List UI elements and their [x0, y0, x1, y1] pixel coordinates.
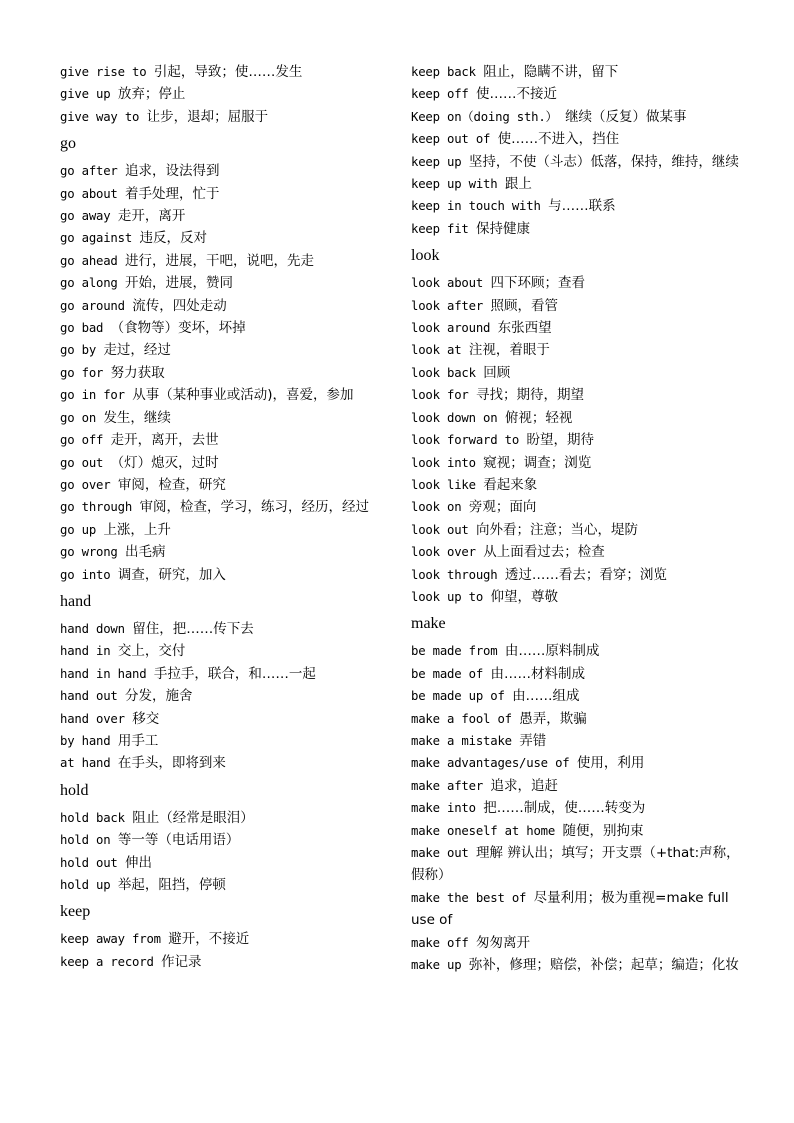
phrase-meaning: 举起，阻挡，停顿 — [117, 877, 226, 893]
phrase-english: give up — [60, 87, 111, 102]
phrase-entry — [60, 663, 390, 685]
phrase-entry — [60, 807, 390, 829]
phrase-entry — [411, 106, 741, 128]
phrase-entry — [60, 752, 390, 774]
phrase-entry — [411, 842, 741, 887]
phrase-english: hold out — [60, 855, 118, 870]
phrase-meaning: 透过……看去；看穿；浏览 — [504, 566, 667, 583]
phrase-english: go after — [60, 164, 118, 179]
phrase-meaning: 保持健康 — [476, 220, 531, 237]
phrase-entry — [411, 317, 741, 339]
phrase-meaning: 坚持，不使（斗志）低落，保持，维持，继续 — [468, 153, 739, 170]
phrase-english: keep up with — [411, 177, 498, 192]
phrase-meaning: 弥补，修理；赔偿，补偿；起草；编造；化妆 — [468, 957, 739, 974]
phrase-entry — [411, 954, 741, 976]
phrase-entry — [411, 685, 741, 707]
phrase-english: go in for — [60, 388, 125, 403]
phrase-english: be made from — [411, 644, 498, 659]
phrase-meaning: 等一等（电话用语） — [117, 832, 240, 849]
phrase-english: give way to — [60, 109, 140, 124]
phrase-meaning: 寻找；期待，期望 — [476, 387, 585, 404]
phrase-meaning: 盼望，期待 — [526, 432, 594, 449]
phrase-english: look out — [411, 522, 469, 537]
phrase-english: look over — [411, 545, 476, 560]
phrase-english: be made up of — [411, 689, 505, 704]
phrase-entry — [60, 83, 390, 105]
phrase-english: at hand — [60, 756, 111, 771]
phrase-english: go around — [60, 298, 125, 313]
phrase-english: go about — [60, 186, 118, 201]
phrase-english: go through — [60, 500, 133, 515]
phrase-english: keep away from — [60, 932, 161, 947]
section-heading: hold — [60, 781, 89, 799]
phrase-meaning: 窥视；调查；浏览 — [483, 454, 592, 471]
phrase-entry — [60, 452, 390, 474]
phrase-english: go bad — [60, 321, 104, 336]
phrase-english: look like — [411, 477, 476, 492]
phrase-entry — [60, 708, 390, 730]
phrase-meaning: 弄错 — [519, 732, 547, 749]
phrase-entry — [411, 708, 741, 730]
phrase-entry — [60, 106, 390, 128]
section-heading: go — [60, 135, 76, 153]
phrase-english: hand down — [60, 621, 125, 636]
phrase-entry — [60, 407, 390, 429]
phrase-entry — [411, 452, 741, 474]
phrase-english: go into — [60, 567, 111, 582]
phrase-meaning: 分发，施舍 — [125, 688, 193, 705]
phrase-meaning: 在手头，即将到来 — [117, 755, 226, 772]
phrase-entry — [60, 429, 390, 451]
phrase-entry — [411, 173, 741, 195]
phrase-entry — [411, 218, 741, 240]
phrase-entry — [411, 586, 741, 608]
phrase-meaning: 进行，进展，干吧，说吧，先走 — [125, 252, 315, 269]
section-continued — [60, 61, 390, 128]
phrase-meaning: 移交 — [132, 710, 160, 727]
phrase-meaning: 由……材料制成 — [490, 665, 585, 682]
section-hold — [60, 781, 390, 897]
phrase-meaning: 看起来象 — [483, 476, 538, 493]
phrase-entry — [60, 730, 390, 752]
phrase-meaning: 照顾，看管 — [490, 297, 558, 314]
phrase-entry — [411, 295, 741, 317]
phrase-meaning: 引起，导致；使……发生 — [153, 64, 303, 80]
phrase-english: make the best of — [411, 890, 527, 905]
phrase-english: look for — [411, 388, 469, 403]
phrase-entry — [411, 362, 741, 384]
phrase-entry — [411, 640, 741, 662]
phrase-english: keep in touch with — [411, 199, 541, 214]
phrase-entry — [411, 752, 741, 774]
phrase-english: make out — [411, 846, 469, 860]
section-make — [411, 614, 741, 976]
phrase-entry — [60, 272, 390, 294]
phrase-english: look forward to — [411, 433, 520, 448]
phrase-meaning: 向外看；注意；当心，堤防 — [476, 521, 639, 538]
phrase-meaning: 注视，着眼于 — [468, 342, 550, 359]
phrase-entry — [60, 852, 390, 874]
phrase-meaning: 与……联系 — [548, 198, 616, 215]
phrase-meaning: 愚弄，欺骗 — [519, 710, 587, 727]
phrase-entry — [60, 317, 390, 339]
phrase-entry — [411, 730, 741, 752]
phrase-meaning: 由……原料制成 — [504, 643, 600, 660]
phrase-entry — [411, 932, 741, 954]
phrase-english: keep fit — [411, 221, 469, 236]
phrase-meaning: 跟上 — [504, 176, 532, 193]
phrase-meaning: 审阅，检查，学习，练习，经历，经过 — [139, 499, 369, 516]
phrase-english: hold up — [60, 878, 111, 892]
section-continued — [411, 61, 741, 240]
phrase-entry — [60, 384, 390, 406]
phrase-english: keep off — [411, 87, 469, 102]
phrase-english: hand in hand — [60, 666, 147, 681]
phrase-english: go along — [60, 276, 118, 291]
phrase-english: make up — [411, 958, 462, 973]
phrase-meaning: 追求，追赶 — [490, 777, 558, 794]
phrase-meaning: 发生，继续 — [103, 409, 171, 426]
phrase-meaning: 上涨，上升 — [103, 521, 171, 538]
phrase-entry — [60, 541, 390, 563]
phrase-entry — [60, 227, 390, 249]
phrase-meaning: 走开，离开，去世 — [110, 432, 219, 449]
phrase-english: go wrong — [60, 545, 118, 560]
phrase-english: go away — [60, 209, 111, 224]
phrase-entry — [60, 250, 390, 272]
section-heading: hand — [60, 592, 92, 610]
phrase-meaning: 匆匆离开 — [476, 934, 531, 951]
phrase-english: look down on — [411, 410, 498, 425]
phrase-entry — [411, 83, 741, 105]
phrase-entry — [60, 183, 390, 205]
phrase-english: Keep on（doing sth.） — [411, 109, 558, 124]
phrase-entry — [60, 928, 390, 950]
phrase-english: go up — [60, 522, 97, 537]
phrase-english: look about — [411, 276, 484, 291]
phrase-meaning: 俯视；轻视 — [504, 409, 573, 426]
phrase-english: by hand — [60, 733, 111, 748]
section-heading: look — [411, 247, 440, 265]
phrase-meaning: 着手处理，忙于 — [125, 185, 220, 202]
phrase-english: hand out — [60, 689, 118, 704]
phrase-english: make into — [411, 801, 476, 816]
phrase-meaning: 用手工 — [117, 732, 159, 749]
phrase-meaning: 交上，交付 — [117, 643, 186, 660]
phrase-meaning: 出毛病 — [125, 544, 166, 561]
phrase-english: make a fool of — [411, 711, 512, 726]
phrase-entry — [411, 663, 741, 685]
phrase-entry — [60, 640, 390, 662]
phrase-entry — [60, 874, 390, 896]
phrase-meaning: 随便，别拘束 — [562, 822, 644, 839]
phrase-english: keep up — [411, 154, 462, 169]
phrase-english: hand over — [60, 711, 125, 726]
phrase-english: keep back — [411, 65, 476, 79]
phrase-entry — [60, 829, 390, 851]
phrase-english: go ahead — [60, 253, 118, 268]
phrase-meaning: （食物等）变坏，坏掉 — [110, 320, 246, 337]
phrase-english: look after — [411, 298, 484, 313]
phrase-meaning: 追求，设法得到 — [125, 163, 220, 180]
phrase-entry — [411, 61, 741, 83]
phrase-meaning: 阻止（经常是眼泪） — [132, 809, 254, 826]
phrase-english: keep a record — [60, 954, 154, 969]
phrase-english: look on — [411, 500, 462, 515]
phrase-entry — [60, 496, 390, 518]
phrase-entry — [411, 272, 741, 294]
phrase-meaning: 违反，反对 — [139, 230, 207, 247]
phrase-entry — [411, 429, 741, 451]
phrase-meaning: 阻止，隐瞒不讲，留下 — [483, 64, 619, 80]
phrase-english: keep out of — [411, 132, 491, 147]
phrase-entry — [411, 407, 741, 429]
section-keep — [60, 902, 390, 973]
phrase-meaning: 从上面看过去；检查 — [483, 544, 605, 561]
phrase-entry — [411, 151, 741, 173]
phrase-meaning: 流传，四处走动 — [132, 297, 227, 314]
phrase-meaning: 努力获取 — [110, 364, 165, 381]
phrase-meaning: 让步，退却；屈服于 — [146, 108, 269, 125]
phrase-entry — [411, 564, 741, 586]
phrase-meaning: 避开，不接近 — [168, 931, 250, 948]
phrase-english: look at — [411, 343, 462, 358]
phrase-meaning: 放弃；停止 — [117, 86, 186, 103]
phrase-entry — [411, 474, 741, 496]
phrase-english: look around — [411, 321, 491, 336]
section-hand — [60, 592, 390, 775]
phrase-meaning: 调查，研究，加入 — [117, 566, 226, 583]
phrase-meaning: 回顾 — [483, 364, 511, 381]
phrase-entry — [60, 519, 390, 541]
phrase-entry — [411, 797, 741, 819]
phrase-meaning: 从事（某种事业或活动)，喜爱，参加 — [132, 387, 354, 404]
phrase-entry — [60, 564, 390, 586]
phrase-english: look up to — [411, 589, 484, 604]
phrase-meaning: 使……不接近 — [476, 86, 558, 103]
phrase-entry — [60, 951, 390, 973]
phrase-english: go out — [60, 455, 104, 470]
phrase-entry — [411, 339, 741, 361]
phrase-english: go off — [60, 433, 104, 448]
phrase-english: make oneself at home — [411, 823, 556, 838]
phrase-meaning: 仰望，尊敬 — [490, 588, 558, 605]
section-look — [411, 246, 741, 608]
phrase-entry — [411, 195, 741, 217]
section-heading: make — [411, 615, 446, 633]
phrase-english: make a mistake — [411, 733, 512, 748]
phrase-entry — [411, 820, 741, 842]
phrase-english: go over — [60, 477, 111, 492]
phrase-meaning: 继续（反复）做某事 — [565, 108, 687, 125]
phrase-meaning: 开始，进展，赞同 — [125, 275, 234, 292]
phrase-meaning: 走过，经过 — [103, 342, 171, 359]
phrase-entry — [60, 362, 390, 384]
phrase-meaning: 伸出 — [125, 854, 153, 871]
phrase-entry — [60, 685, 390, 707]
phrase-entry — [411, 775, 741, 797]
right-column — [411, 61, 741, 976]
phrase-meaning: 手拉手，联合，和……一起 — [153, 665, 316, 682]
phrase-entry — [411, 887, 741, 932]
phrase-english: look into — [411, 455, 476, 470]
phrase-english: make after — [411, 778, 484, 793]
phrase-meaning: 四下环顾；查看 — [490, 275, 585, 292]
phrase-entry — [60, 618, 390, 640]
phrase-english: give rise to — [60, 65, 147, 79]
phrase-meaning: （灯）熄灭，过时 — [110, 454, 219, 471]
phrase-entry — [411, 384, 741, 406]
phrase-entry — [60, 205, 390, 227]
phrase-english: go for — [60, 365, 104, 380]
phrase-english: make advantages/use of — [411, 756, 570, 771]
phrase-meaning: 理解 辨认出；填写；开支票（+that:声称，假称） — [411, 845, 740, 884]
phrase-entry — [60, 295, 390, 317]
phrase-entry — [60, 474, 390, 496]
phrase-meaning: 旁观；面向 — [468, 499, 537, 516]
phrase-meaning: 使……不进入，挡住 — [497, 131, 620, 148]
phrase-meaning: 把……制成，使……转变为 — [483, 800, 646, 817]
phrase-meaning: 尽量利用；极为重视=make full use of — [411, 889, 729, 929]
phrase-english: go against — [60, 231, 133, 246]
phrase-english: hand in — [60, 644, 111, 659]
phrase-meaning: 走开，离开 — [117, 208, 186, 225]
phrase-meaning: 审阅，检查，研究 — [117, 476, 226, 493]
phrase-entry — [60, 61, 390, 83]
phrase-meaning: 由……组成 — [512, 688, 580, 705]
phrase-english: be made of — [411, 666, 484, 681]
left-column — [60, 61, 390, 973]
phrase-entry — [411, 128, 741, 150]
phrase-english: go by — [60, 343, 97, 358]
phrase-meaning: 使用，利用 — [576, 755, 645, 772]
phrase-english: look back — [411, 365, 476, 380]
phrase-meaning: 留住，把……传下去 — [132, 620, 254, 637]
phrase-english: make off — [411, 935, 469, 950]
section-go — [60, 134, 390, 586]
phrase-english: look through — [411, 567, 498, 582]
section-heading: keep — [60, 903, 91, 921]
phrase-english: go on — [60, 410, 97, 425]
phrase-meaning: 作记录 — [161, 953, 202, 970]
phrase-entry — [411, 496, 741, 518]
phrase-english: hold on — [60, 833, 111, 848]
phrase-entry — [411, 519, 741, 541]
phrase-entry — [411, 541, 741, 563]
phrase-meaning: 东张西望 — [497, 320, 552, 337]
phrase-english: hold back — [60, 810, 125, 825]
phrase-entry — [60, 339, 390, 361]
phrase-entry — [60, 160, 390, 182]
